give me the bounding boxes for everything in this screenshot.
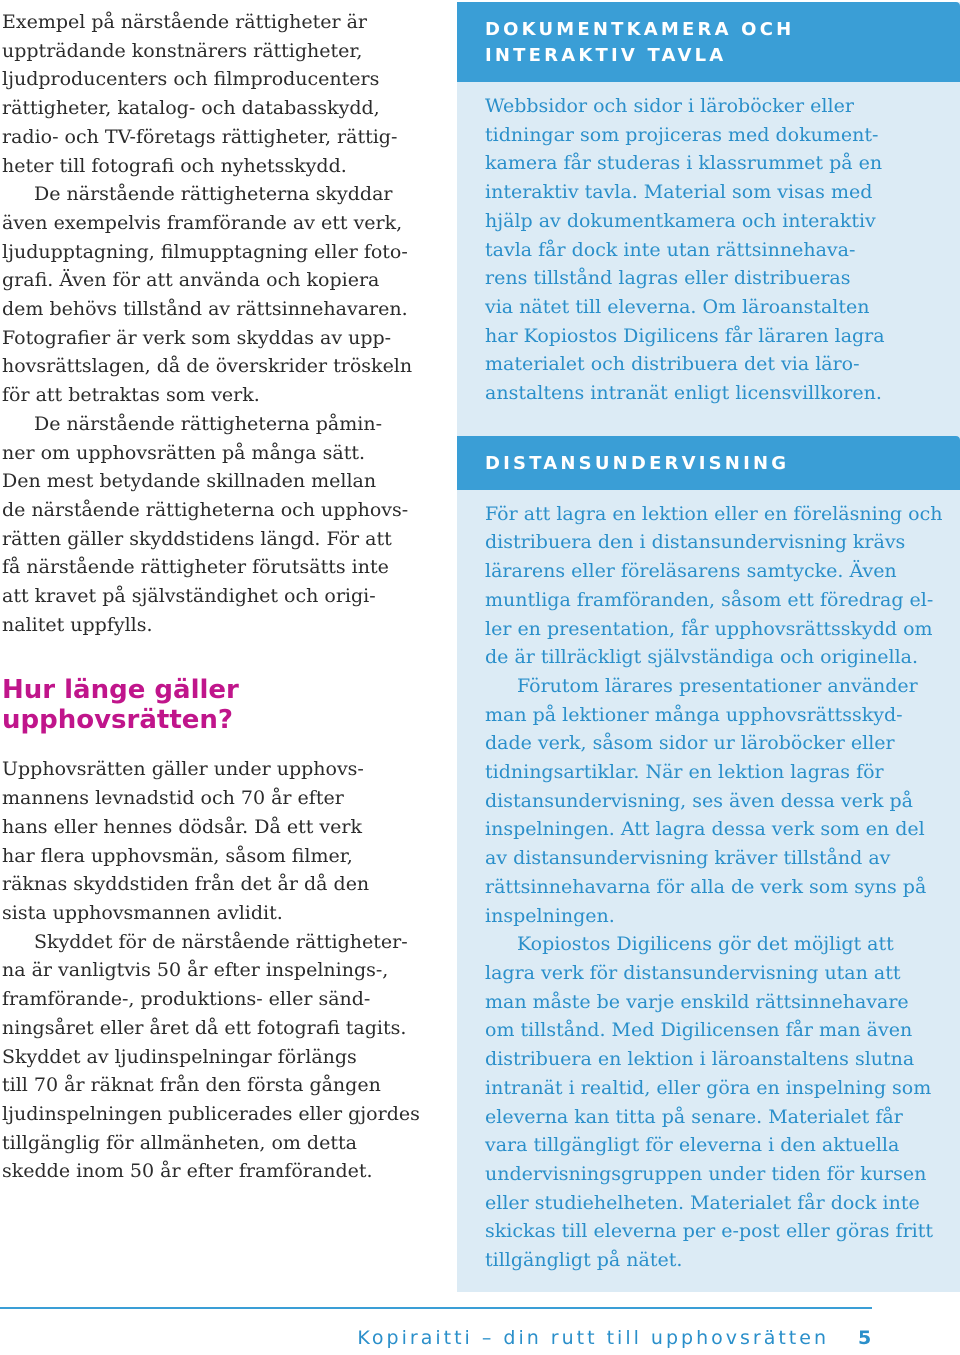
text-line: Upphovsrätten gäller under upphovs- bbox=[2, 758, 364, 781]
box-text-line: av distansundervisning kräver tillstånd av bbox=[485, 847, 891, 870]
section-heading bbox=[2, 675, 432, 735]
text-line: uppträdande konstnärers rättigheter, bbox=[2, 39, 363, 62]
text-line: De närstående rättigheterna påmin- bbox=[34, 412, 383, 435]
text-line: nalitet uppfylls. bbox=[2, 613, 153, 636]
footer-title: Kopiraitti – din rutt till upphovsrätten bbox=[357, 1327, 829, 1349]
box-text-line: undervisningsgruppen under tiden för kursen bbox=[485, 1162, 927, 1185]
box-text-line: lärarens eller föreläsarens samtycke. Även bbox=[485, 560, 897, 583]
box-text-line: distribuera en lektion i läroanstaltens slutna bbox=[485, 1048, 915, 1071]
box-text-line: Kopiostos Digilicens gör det möjligt att bbox=[517, 933, 894, 956]
paragraph-intro bbox=[2, 8, 432, 180]
paragraph-related-duration bbox=[2, 928, 432, 1186]
box-text-line: intranät i realtid, eller göra en inspelning som bbox=[485, 1076, 932, 1099]
box-text-line: För att lagra en lektion eller en föreläsning och bbox=[485, 502, 943, 525]
text-line: De närstående rättigheterna skyddar bbox=[34, 183, 393, 206]
box-text-line: via nätet till eleverna. Om läroanstalten bbox=[485, 295, 870, 318]
box-body-distance-learning bbox=[457, 490, 960, 1275]
page-number: 5 bbox=[858, 1327, 872, 1349]
box-title-line: DISTANSUNDERVISNING bbox=[485, 452, 790, 474]
box-title-document-camera bbox=[457, 2, 960, 82]
text-line: även exempelvis framförande av ett verk, bbox=[2, 211, 403, 234]
text-line: rätten gäller skyddstidens längd. För att bbox=[2, 527, 392, 550]
text-line: Skyddet av ljudinspelningar förlängs bbox=[2, 1045, 357, 1068]
text-line: till 70 år räknat från den första gången bbox=[2, 1074, 381, 1097]
box-text-line: distribuera den i distansundervisning krävs bbox=[485, 531, 906, 554]
box-body-document-camera bbox=[457, 82, 960, 408]
box-text-line: Webbsidor och sidor i läroböcker eller bbox=[485, 95, 854, 117]
box-text-line: man måste be varje enskild rättsinnehavare bbox=[485, 990, 909, 1013]
box-text-line: lagra verk för distansundervisning utan att bbox=[485, 961, 901, 984]
box-text-line: de är tillräckligt självständiga och originella. bbox=[485, 646, 919, 669]
box-text-line: eller studiehelheten. Materialet får dock inte bbox=[485, 1191, 920, 1214]
text-line: radio- och TV-företags rättigheter, rättig- bbox=[2, 125, 398, 148]
footer-divider bbox=[0, 1307, 872, 1309]
text-line: ljudinspelningen publicerades eller gjordes bbox=[2, 1102, 420, 1125]
box-text-line: kamera får studeras i klassrummet på en bbox=[485, 152, 883, 175]
paragraph-duration bbox=[2, 755, 432, 927]
box-text-line: tidningar som projiceras med dokument- bbox=[485, 123, 879, 146]
box-paragraph bbox=[485, 672, 960, 930]
text-line: dem behövs tillstånd av rättsinnehavaren. bbox=[2, 298, 408, 321]
box-text-line: vara tillgängligt för eleverna i den aktuella bbox=[485, 1134, 900, 1157]
text-line: heter till fotografi och nyhetsskydd. bbox=[2, 154, 347, 177]
box-text-line: om tillstånd. Med Digilicensen får man även bbox=[485, 1019, 913, 1042]
box-title-distance-learning bbox=[457, 436, 960, 490]
box-title-line: DOKUMENTKAMERA OCH bbox=[485, 19, 795, 40]
text-line: rättigheter, katalog- och databasskydd, bbox=[2, 97, 380, 120]
text-line: sista upphovsmannen avlidit. bbox=[2, 901, 283, 924]
box-text-line: eleverna kan titta på senare. Materialet får bbox=[485, 1105, 903, 1128]
text-line: få närstående rättigheter förutsätts inte bbox=[2, 556, 389, 579]
paragraph-related-rights bbox=[2, 180, 432, 410]
box-text-line: materialet och distribuera det via läro- bbox=[485, 353, 860, 376]
box-text-line: dade verk, såsom sidor ur läroböcker eller bbox=[485, 732, 895, 755]
box-text-line: rättsinnehavarna för alla de verk som syns på bbox=[485, 875, 927, 898]
box-text-line: rens tillstånd lagras eller distribueras bbox=[485, 267, 851, 290]
sidebar-panel bbox=[457, 2, 960, 1292]
text-line: ningsåret eller året då ett fotografi tagits. bbox=[2, 1016, 407, 1039]
text-line: tillgänglig för allmänheten, om detta bbox=[2, 1131, 357, 1154]
left-column bbox=[2, 8, 432, 1186]
box-title-line: INTERAKTIV TAVLA bbox=[485, 45, 727, 66]
text-line: mannens levnadstid och 70 år efter bbox=[2, 787, 344, 810]
text-line: har flera upphovsmän, såsom filmer, bbox=[2, 844, 353, 867]
text-line: grafi. Även för att använda och kopiera bbox=[2, 269, 380, 292]
box-text-line: tidningsartiklar. När en lektion lagras för bbox=[485, 761, 884, 784]
box-text-line: inspelningen. Att lagra dessa verk som en del bbox=[485, 818, 925, 841]
box-text-line: hjälp av dokumentkamera och interaktiv bbox=[485, 209, 876, 232]
text-line: ljudproducenters och filmproducenters bbox=[2, 68, 380, 91]
heading-line: upphovsrätten? bbox=[2, 705, 233, 736]
text-line: na är vanligtvis 50 år efter inspelnings-, bbox=[2, 959, 389, 982]
box-text-line: skickas till eleverna per e-post eller göras fritt bbox=[485, 1220, 933, 1243]
text-line: ner om upphovsrätten på många sätt. bbox=[2, 441, 366, 464]
box-text-line: distansundervisning, ses även dessa verk på bbox=[485, 789, 914, 812]
text-line: framförande-, produktions- eller sänd- bbox=[2, 988, 371, 1011]
text-line: hans eller hennes dödsår. Då ett verk bbox=[2, 815, 362, 838]
box-paragraph bbox=[485, 500, 960, 672]
text-line: skedde inom 50 år efter framförandet. bbox=[2, 1160, 373, 1183]
box-text-line: inspelningen. bbox=[485, 904, 615, 927]
box-text-line: ler en presentation, får upphovsrättsskydd om bbox=[485, 617, 933, 640]
text-line: Skyddet för de närstående rättigheter- bbox=[34, 930, 408, 953]
paragraph-comparison bbox=[2, 410, 432, 640]
box-text-line: har Kopiostos Digilicens får läraren lagra bbox=[485, 324, 885, 347]
text-line: de närstående rättigheterna och upphovs- bbox=[2, 498, 409, 521]
box-text-line: muntliga framföranden, såsom ett föredrag el- bbox=[485, 588, 934, 611]
text-line: Exempel på närstående rättigheter är bbox=[2, 11, 367, 33]
box-text-line: Förutom lärares presentationer använder bbox=[517, 674, 918, 697]
box-text-line: anstaltens intranät enligt licensvillkoren. bbox=[485, 382, 882, 405]
box-text-line: tillgängligt på nätet. bbox=[485, 1249, 683, 1272]
box-text-line: tavla får dock inte utan rättsinnehava- bbox=[485, 238, 856, 261]
text-line: ljudupptagning, filmupptagning eller foto- bbox=[2, 240, 408, 263]
heading-line: Hur länge gäller bbox=[2, 675, 239, 706]
box-text-line: interaktiv tavla. Material som visas med bbox=[485, 181, 873, 204]
box-paragraph bbox=[485, 930, 960, 1274]
text-line: räknas skyddstiden från det år då den bbox=[2, 873, 370, 896]
box-text-line: man på lektioner många upphovsrättsskyd- bbox=[485, 703, 903, 726]
text-line: för att betraktas som verk. bbox=[2, 384, 260, 407]
text-line: Den mest betydande skillnaden mellan bbox=[2, 470, 377, 493]
text-line: att kravet på självständighet och origi- bbox=[2, 585, 376, 608]
text-line: hovsrättslagen, då de överskrider tröskeln bbox=[2, 355, 413, 378]
text-line: Fotografier är verk som skyddas av upp- bbox=[2, 326, 392, 349]
